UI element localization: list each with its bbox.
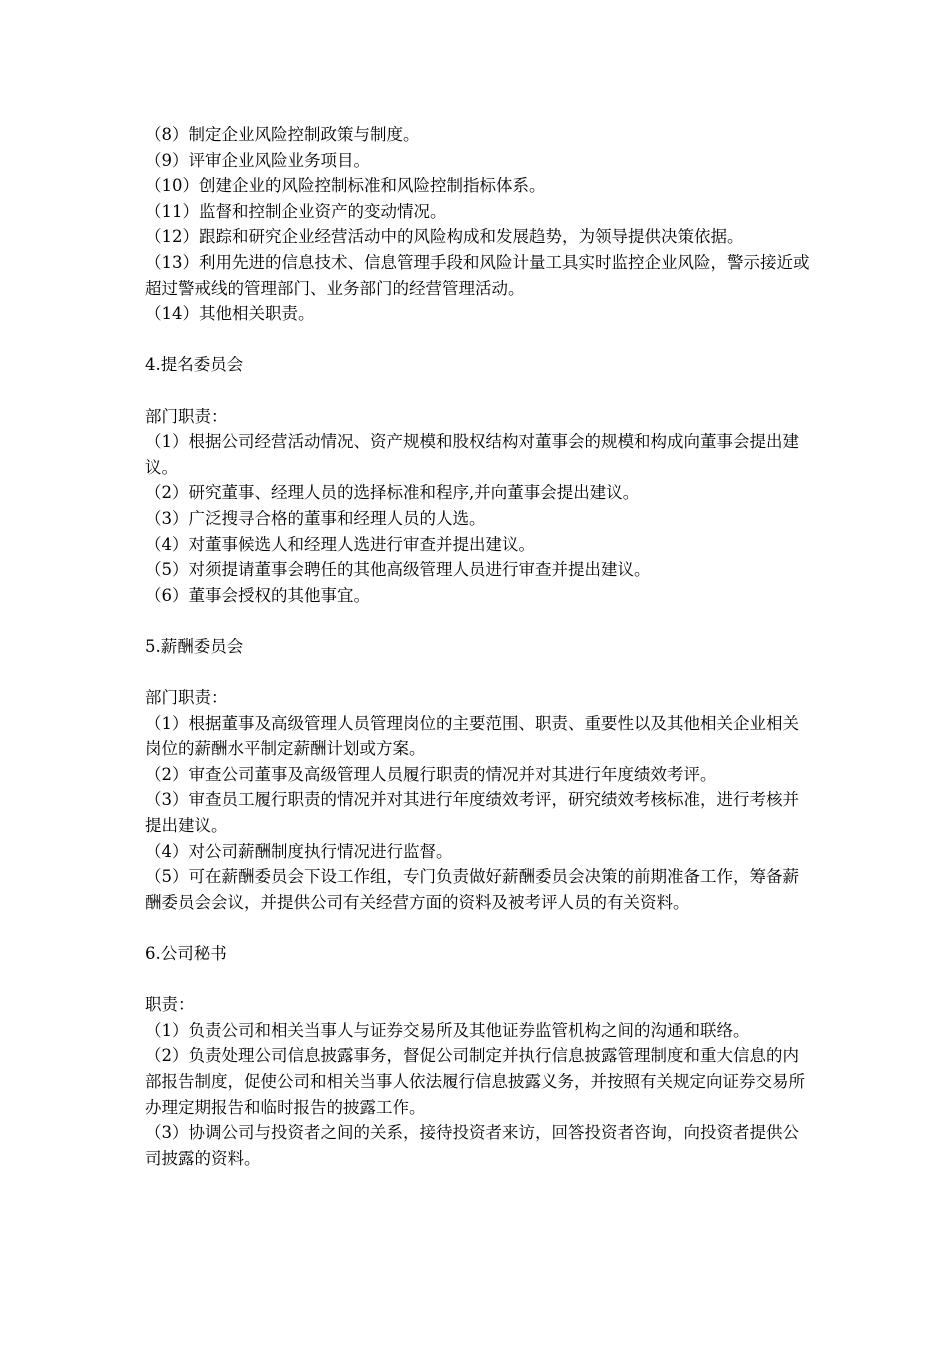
section-heading: 4.提名委员会 — [145, 355, 244, 375]
duty-item: （10）创建企业的风险控制标准和风险控制指标体系。 — [145, 176, 546, 196]
duty-item: （3）审查员工履行职责的情况并对其进行年度绩效考评，研究绩效考核标准，进行考核并提出建议。 — [145, 790, 799, 836]
duty-item: （1）根据董事及高级管理人员管理岗位的主要范围、职责、重要性以及其他相关企业相关岗位的薪酬水平制定薪酬计划或方案。 — [145, 713, 799, 759]
duty-item: （9）评审企业风险业务项目。 — [145, 150, 370, 170]
duty-item: （5）对须提请董事会聘任的其他高级管理人员进行审查并提出建议。 — [145, 560, 651, 580]
duty-item: （2）负责处理公司信息披露事务，督促公司制定并执行信息披露管理制度和重大信息的内部报告制度，促使公司和相关当事人依法履行信息披露义务，并按照有关规定向证券交易所办理定期报告和临时报告的披露工作。 — [145, 1046, 805, 1117]
duties-label: 部门职责： — [145, 406, 228, 426]
duty-item: （11）监督和控制企业资产的变动情况。 — [145, 201, 447, 221]
duty-item: （14）其他相关职责。 — [145, 304, 315, 324]
section-heading: 5.薪酬委员会 — [145, 636, 244, 656]
duty-item: （3）协调公司与投资者之间的关系，接待投资者来访，回答投资者咨询，向投资者提供公司披露的资料。 — [145, 1123, 799, 1168]
duty-item: （3）广泛搜寻合格的董事和经理人员的人选。 — [145, 508, 486, 528]
section-compensation-committee — [145, 634, 810, 916]
duty-item: （6）董事会授权的其他事宜。 — [145, 585, 370, 605]
spacer — [145, 327, 810, 353]
section-company-secretary — [145, 941, 810, 1171]
duty-item: （8）制定企业风险控制政策与制度。 — [145, 125, 420, 144]
duty-item: （4）对董事候选人和经理人选进行审查并提出建议。 — [145, 534, 535, 554]
duty-item: （2）审查公司董事及高级管理人员履行职责的情况并对其进行年度绩效考评。 — [145, 764, 717, 784]
section-heading: 6.公司秘书 — [145, 944, 227, 963]
section-nomination-committee — [145, 352, 810, 608]
duty-item: （12）跟踪和研究企业经营活动中的风险构成和发展趋势，为领导提供决策依据。 — [145, 227, 744, 247]
section-risk-duties — [145, 122, 810, 327]
spacer — [145, 608, 810, 634]
spacer — [145, 967, 810, 993]
duty-item: （13）利用先进的信息技术、信息管理手段和风险计量工具实时监控企业风险，警示接近或超过警戒线的管理部门、业务部门的经营管理活动。 — [145, 252, 810, 298]
duties-label: 部门职责： — [145, 688, 228, 708]
duty-item: （1）根据公司经营活动情况、资产规模和股权结构对董事会的规模和构成向董事会提出建议。 — [145, 432, 799, 477]
spacer — [145, 378, 810, 404]
duty-item: （2）研究董事、经理人员的选择标准和程序,并向董事会提出建议。 — [145, 483, 640, 503]
duties-label: 职责： — [145, 995, 195, 1015]
duty-item: （1）负责公司和相关当事人与证券交易所及其他证券监管机构之间的沟通和联络。 — [145, 1020, 750, 1040]
duty-item: （5）可在薪酬委员会下设工作组，专门负责做好薪酬委员会决策的前期准备工作，筹备薪酬委员会会议，并提供公司有关经营方面的资料及被考评人员的有关资料。 — [145, 867, 799, 912]
spacer — [145, 915, 810, 941]
spacer — [145, 659, 810, 685]
document-page — [145, 122, 810, 1171]
duty-item: （4）对公司薪酬制度执行情况进行监督。 — [145, 841, 453, 861]
